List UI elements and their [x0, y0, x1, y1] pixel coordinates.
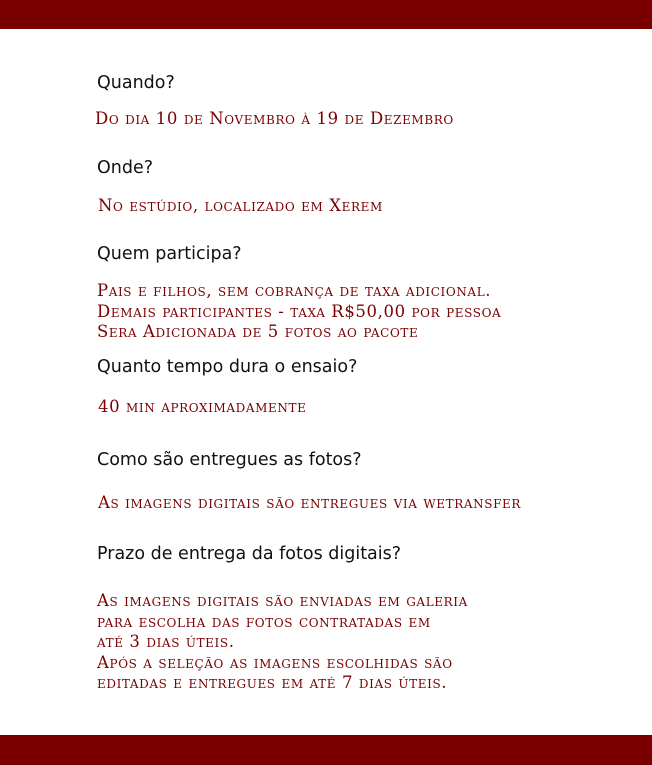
- answer-when: [95, 109, 454, 130]
- answer-line: Pais e filhos, sem cobrança de taxa adicional.: [97, 281, 492, 300]
- answer-delivery: [98, 493, 521, 514]
- answer-where: [98, 196, 383, 217]
- answer-who: [97, 281, 501, 343]
- question-delivery: Como são entregues as fotos?: [97, 450, 362, 470]
- answer-line: Demais participantes - taxa R$50,00 por pessoa: [97, 301, 502, 321]
- answer-line: editadas e entregues em até 7 dias úteis.: [97, 673, 448, 692]
- bottom-banner-bar: [0, 735, 652, 765]
- question-who: Quem participa?: [97, 244, 242, 264]
- answer-deadline: [97, 591, 468, 694]
- answer-line: As imagens digitais são enviadas em galeria: [97, 591, 468, 610]
- question-duration: Quanto tempo dura o ensaio?: [97, 357, 358, 377]
- answer-line: para escolha das fotos contratadas em: [97, 611, 431, 631]
- question-deadline: Prazo de entrega da fotos digitais?: [97, 544, 402, 564]
- answer-line: As imagens digitais são entregues via wetransfer: [98, 493, 522, 512]
- answer-line: até 3 dias úteis.: [97, 632, 235, 651]
- top-banner-bar: [0, 0, 652, 29]
- answer-line: No estúdio, localizado em Xerem: [98, 196, 383, 215]
- answer-line: Do dia 10 de Novembro à 19 de Dezembro: [95, 109, 454, 128]
- question-when: Quando?: [97, 73, 175, 93]
- answer-line: 40 min aproximadamente: [98, 397, 307, 416]
- answer-line: Sera Adicionada de 5 fotos ao pacote: [97, 322, 419, 341]
- answer-line: Após a seleção as imagens escolhidas são: [97, 652, 453, 672]
- answer-duration: [98, 397, 306, 418]
- question-where: Onde?: [97, 158, 154, 178]
